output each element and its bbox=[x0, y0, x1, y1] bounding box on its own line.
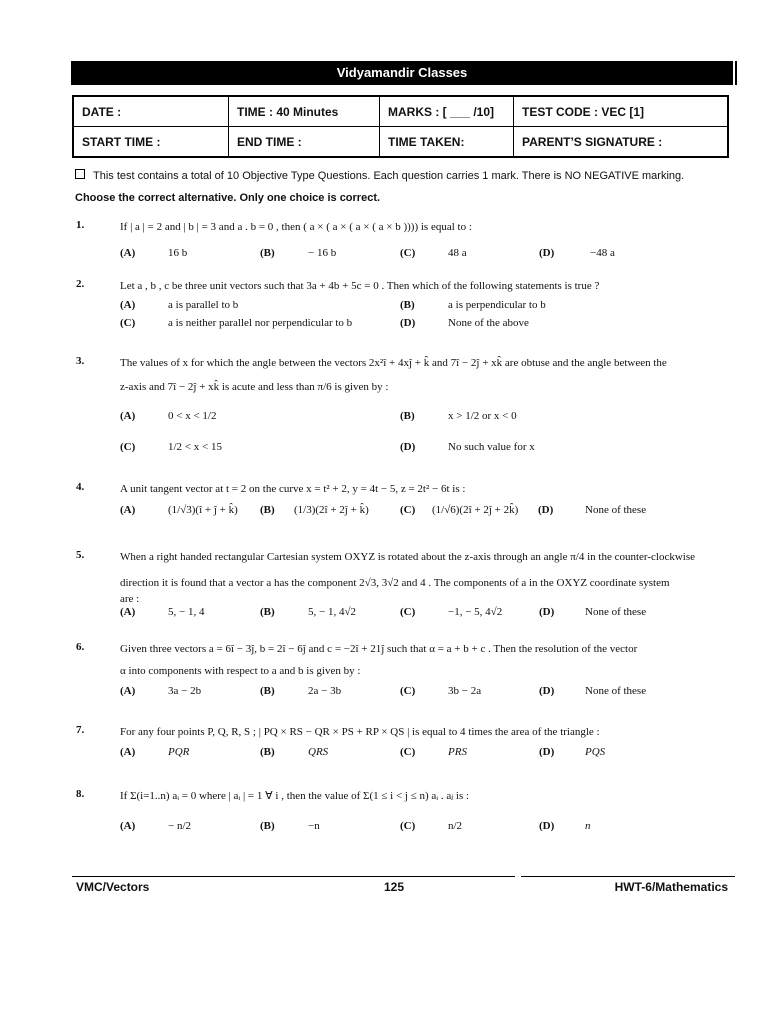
option-label: (B) bbox=[400, 410, 415, 422]
option-label: (D) bbox=[539, 820, 555, 832]
option-value: PQR bbox=[168, 746, 190, 758]
checkbox-icon bbox=[75, 169, 85, 179]
start-time-cell: START TIME : bbox=[73, 127, 229, 158]
question-stem-line-2: direction it is found that a vector a has the component 2√3, 3√2 and 4 . The components of a in the OXYZ coordinate system bbox=[120, 577, 670, 589]
option-label: (B) bbox=[260, 606, 275, 618]
option-label: (C) bbox=[400, 606, 416, 618]
option-value: n/2 bbox=[448, 820, 463, 832]
question-stem-line-1: Given three vectors a = 6î − 3ĵ, b = 2î − 6ĵ and c = −2î + 21ĵ such that α = a + b + c . Then the resolution of the vector bbox=[120, 643, 638, 655]
question-number: 1. bbox=[76, 219, 85, 231]
option-label: (A) bbox=[120, 746, 136, 758]
option-value: 0 < x < 1/2 bbox=[168, 410, 217, 422]
option-value: 5, − 1, 4 bbox=[168, 606, 205, 618]
institute-title: Vidyamandir Classes bbox=[336, 65, 468, 80]
option-label: (A) bbox=[120, 504, 136, 516]
option-value: (1/3)(2î + 2ĵ + k̂) bbox=[294, 504, 369, 516]
option-value: PRS bbox=[448, 746, 467, 758]
option-value: 16 b bbox=[168, 247, 188, 259]
footer-left: VMC/Vectors bbox=[76, 880, 150, 894]
test-code-cell: TEST CODE : VEC [1] bbox=[514, 96, 729, 127]
question-stem: A unit tangent vector at t = 2 on the curve x = t² + 2, y = 4t − 5, z = 2t² − 6t is : bbox=[120, 483, 466, 495]
option-value: a is parallel to b bbox=[168, 299, 239, 311]
instruction-text-1: This test contains a total of 10 Objective Type Questions. Each question carries 1 mark. There is NO NEGATIVE marking. bbox=[93, 170, 685, 182]
option-label: (A) bbox=[120, 299, 136, 311]
parent-signature-cell: PARENT’S SIGNATURE : bbox=[514, 127, 729, 158]
option-label: (A) bbox=[120, 247, 136, 259]
time-cell: TIME : 40 Minutes bbox=[229, 96, 380, 127]
end-time-cell: END TIME : bbox=[229, 127, 380, 158]
option-label: (D) bbox=[539, 746, 555, 758]
option-label: (C) bbox=[400, 820, 416, 832]
footer-rule-right bbox=[521, 876, 735, 877]
option-label: (A) bbox=[120, 685, 136, 697]
option-label: (C) bbox=[400, 746, 416, 758]
option-value: −48 a bbox=[590, 247, 615, 259]
option-value: −1, − 5, 4√2 bbox=[448, 606, 503, 618]
footer-right: HWT-6/Mathematics bbox=[614, 880, 728, 894]
option-label: (D) bbox=[538, 504, 554, 516]
option-value: 3a − 2b bbox=[168, 685, 202, 697]
option-label: (B) bbox=[260, 820, 275, 832]
option-value: QRS bbox=[308, 746, 329, 758]
option-label: (A) bbox=[120, 606, 136, 618]
date-cell: DATE : bbox=[73, 96, 229, 127]
option-label: (D) bbox=[400, 317, 416, 329]
instruction-line-2: Choose the correct alternative. Only one choice is correct. bbox=[75, 192, 381, 204]
option-value: (1/√3)(î + ĵ + k̂) bbox=[168, 504, 238, 516]
option-value: x > 1/2 or x < 0 bbox=[448, 410, 517, 422]
question-stem-line-2: z-axis and 7î − 2ĵ + xk̂ is acute and less than π/6 is given by : bbox=[120, 381, 389, 393]
option-value: None of the above bbox=[448, 317, 529, 329]
option-value: (1/√6)(2î + 2ĵ + 2k̂) bbox=[432, 504, 519, 516]
option-value: None of these bbox=[585, 504, 647, 516]
question-number: 5. bbox=[76, 549, 85, 561]
option-value: No such value for x bbox=[448, 441, 535, 453]
time-taken-cell: TIME TAKEN: bbox=[380, 127, 514, 158]
option-value: a is neither parallel nor perpendicular to b bbox=[168, 317, 353, 329]
question-number: 6. bbox=[76, 641, 85, 653]
question-stem: If | a | = 2 and | b | = 3 and a . b = 0 , then ( a × ( a × ( a × ( a × b )))) is equal to : bbox=[120, 221, 472, 233]
option-value: 48 a bbox=[448, 247, 467, 259]
question-stem-line-3: are : bbox=[120, 593, 140, 605]
title-bar-edge bbox=[735, 61, 737, 85]
option-value: 1/2 < x < 15 bbox=[168, 441, 222, 453]
option-label: (D) bbox=[400, 441, 416, 453]
option-value: None of these bbox=[585, 606, 647, 618]
option-label: (B) bbox=[400, 299, 415, 311]
institute-title-bar bbox=[71, 61, 733, 85]
option-label: (C) bbox=[120, 441, 136, 453]
question-stem: For any four points P, Q, R, S ; | PQ × RS − QR × PS + RP × QS | is equal to 4 times the area of the triangle : bbox=[120, 726, 600, 738]
option-label: (B) bbox=[260, 504, 275, 516]
instruction-line-1 bbox=[75, 165, 735, 187]
option-label: (A) bbox=[120, 410, 136, 422]
option-value: a is perpendicular to b bbox=[448, 299, 546, 311]
option-label: (D) bbox=[539, 685, 555, 697]
option-label: (C) bbox=[400, 247, 416, 259]
question-number: 8. bbox=[76, 788, 85, 800]
footer-rule-left bbox=[72, 876, 515, 877]
info-row-2 bbox=[73, 127, 728, 158]
marks-cell: MARKS : [ ___ /10] bbox=[380, 96, 514, 127]
test-info-table bbox=[72, 95, 729, 158]
question-number: 4. bbox=[76, 481, 85, 493]
page-number: 125 bbox=[384, 880, 405, 894]
option-label: (C) bbox=[400, 504, 416, 516]
option-value: None of these bbox=[585, 685, 647, 697]
option-value: − n/2 bbox=[168, 820, 192, 832]
option-label: (C) bbox=[120, 317, 136, 329]
info-row-1 bbox=[73, 96, 728, 127]
question-stem-line-1: When a right handed rectangular Cartesian system OXYZ is rotated about the z-axis through an angle π/4 in the counter-clockwise bbox=[120, 551, 696, 563]
option-value: −n bbox=[308, 820, 320, 832]
option-label: (B) bbox=[260, 746, 275, 758]
question-stem: Let a , b , c be three unit vectors such that 3a + 4b + 5c = 0 . Then which of the following statements is true ? bbox=[120, 280, 600, 292]
option-value: n bbox=[585, 820, 591, 832]
option-value: PQS bbox=[585, 746, 606, 758]
question-stem-line-2: α into components with respect to a and b is given by : bbox=[120, 665, 361, 677]
question-number: 2. bbox=[76, 278, 85, 290]
question-stem-line-1: The values of x for which the angle between the vectors 2x²î + 4xĵ + k̂ and 7î − 2ĵ + xk̂ are obtuse and the angle between the bbox=[120, 357, 667, 369]
option-label: (D) bbox=[539, 606, 555, 618]
option-label: (B) bbox=[260, 247, 275, 259]
option-value: − 16 b bbox=[308, 247, 337, 259]
option-value: 2a − 3b bbox=[308, 685, 342, 697]
option-label: (A) bbox=[120, 820, 136, 832]
option-value: 3b − 2a bbox=[448, 685, 482, 697]
instructions bbox=[75, 165, 735, 209]
option-label: (C) bbox=[400, 685, 416, 697]
option-label: (B) bbox=[260, 685, 275, 697]
option-label: (D) bbox=[539, 247, 555, 259]
question-number: 7. bbox=[76, 724, 85, 736]
option-value: 5, − 1, 4√2 bbox=[308, 606, 356, 618]
question-number: 3. bbox=[76, 355, 85, 367]
question-stem: If Σ(i=1..n) aᵢ = 0 where | aᵢ | = 1 ∀ i , then the value of Σ(1 ≤ i < j ≤ n) aᵢ . aⱼ is : bbox=[120, 790, 470, 802]
